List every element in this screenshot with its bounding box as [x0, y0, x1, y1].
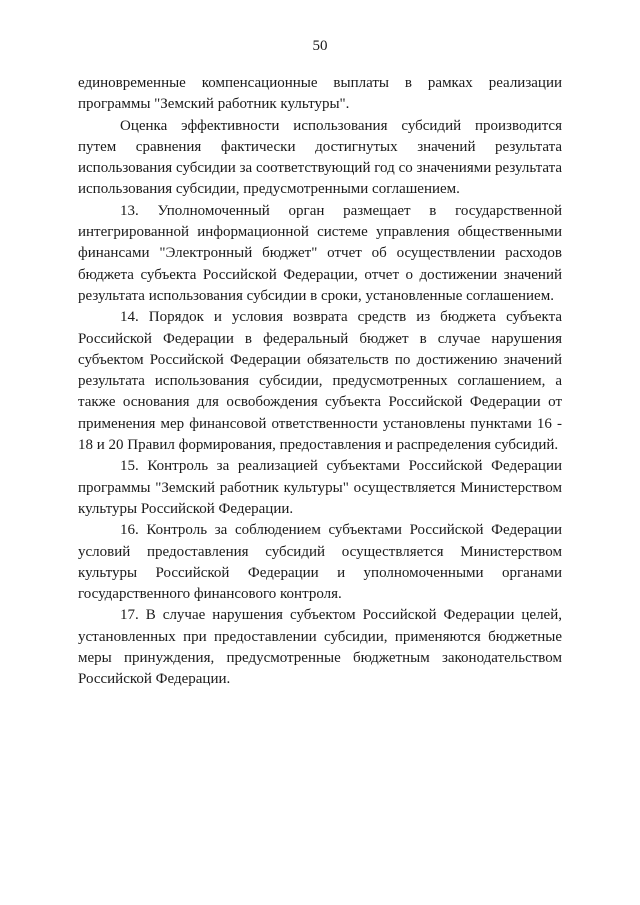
- page-number: 50: [312, 38, 328, 54]
- paragraph-item-13: 13. Уполномоченный орган размещает в государственной интегрированной информационной системе управления общественными финансами "Электронный бюджет" отчет об осуществлении расходов бюджета субъекта Российской Федерации, отчет о достижении значений результата использования субсидии в сроки, установленные соглашением.: [78, 202, 562, 304]
- paragraph-item-17: 17. В случае нарушения субъектом Российской Федерации целей, установленных при предоставлении субсидии, применяются бюджетные меры принуждения, предусмотренные бюджетным законодательством Российской Федерации.: [78, 607, 562, 688]
- paragraph-item-15: 15. Контроль за реализацией субъектами Российской Федерации программы "Земский работник культуры" осуществляется Министерством культуры Российской Федерации.: [78, 458, 562, 517]
- paragraph-efficiency-evaluation: Оценка эффективности использования субсидий производится путем сравнения фактически достигнутых значений результата использования субсидии за соответствующий год со значениями результата использования субсидии, предусмотренными соглашением.: [78, 117, 562, 198]
- paragraph-continuation: единовременные компенсационные выплаты в рамках реализации программы "Земский работник культуры".: [78, 75, 562, 113]
- paragraph-item-16: 16. Контроль за соблюдением субъектами Российской Федерации условий предоставления субсидий осуществляется Министерством культуры Российской Федерации и уполномоченными органами государственного финансового контроля.: [78, 522, 562, 603]
- paragraph-item-14: 14. Порядок и условия возврата средств из бюджета субъекта Российской Федерации в федеральный бюджет в случае нарушения субъектом Российской Федерации обязательств по достижению значений результата использования субсидии, предусмотренных соглашением, а также основания для освобождения субъекта Российской Федерации от применения мер финансовой ответственности установлены пунктами 16 - 18 и 20 Правил формирования, предоставления и распределения субсидий.: [78, 309, 562, 454]
- document-body: [78, 73, 562, 691]
